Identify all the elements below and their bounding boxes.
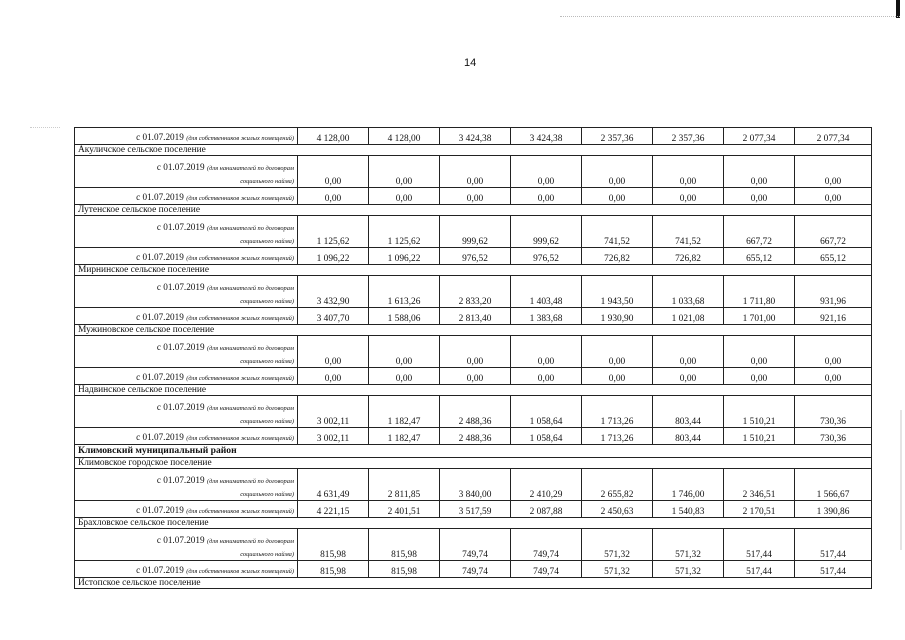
owner-tariff-row	[75, 128, 872, 145]
tariff-value: 1 713,26	[582, 428, 653, 445]
tenant-note-line2: социального найма)	[240, 298, 294, 305]
owner-tariff-row	[75, 368, 872, 385]
page-number: 14	[464, 57, 477, 69]
row-label	[75, 469, 298, 501]
tariff-value: 2 170,51	[724, 501, 795, 518]
tariff-value: 3 424,38	[440, 128, 511, 145]
tariff-value: 1 390,86	[795, 501, 872, 518]
tariff-value: 2 450,63	[582, 501, 653, 518]
owner-tariff-row	[75, 501, 872, 518]
tariff-value: 0,00	[440, 336, 511, 368]
tenant-note-line2: социального найма)	[240, 491, 294, 498]
tariff-value: 730,36	[795, 396, 872, 428]
row-label	[75, 336, 298, 368]
settlement-header-row	[75, 385, 872, 396]
tenant-note-line1: (для нанимателей по договорам	[206, 165, 294, 172]
tariff-value: 0,00	[795, 368, 872, 385]
row-label	[75, 216, 298, 248]
settlement-name: Акуличское сельское поселение	[75, 145, 872, 156]
effective-date: с 01.07.2019	[136, 132, 184, 142]
tariff-value: 0,00	[298, 336, 369, 368]
tariff-value: 0,00	[582, 188, 653, 205]
tariff-value: 1 540,83	[653, 501, 724, 518]
tariff-value: 815,98	[369, 529, 440, 561]
settlement-name: Брахловское сельское поселение	[75, 518, 872, 529]
tariff-value: 1 033,68	[653, 276, 724, 308]
tariff-value: 815,98	[298, 561, 369, 578]
tariff-value: 726,82	[653, 248, 724, 265]
tariff-value: 3 517,59	[440, 501, 511, 518]
tariff-value: 976,52	[440, 248, 511, 265]
scan-edge-shadow	[900, 410, 902, 550]
tariff-value: 571,32	[582, 561, 653, 578]
tariff-value: 1 125,62	[369, 216, 440, 248]
tariff-value: 0,00	[511, 336, 582, 368]
tariff-value: 803,44	[653, 428, 724, 445]
row-label	[75, 501, 298, 518]
tariff-value: 571,32	[582, 529, 653, 561]
settlement-header-row	[75, 458, 872, 469]
owner-note: (для собственников жилых помещений)	[186, 508, 294, 515]
tariff-value: 3 002,11	[298, 396, 369, 428]
tariff-value: 1 588,06	[369, 308, 440, 325]
tenant-note-line2: социального найма)	[240, 238, 294, 245]
district-name: Климовский муниципальный район	[75, 445, 872, 458]
tariff-value: 803,44	[653, 396, 724, 428]
tariff-value: 749,74	[511, 561, 582, 578]
tariff-value: 0,00	[298, 156, 369, 188]
effective-date: с 01.07.2019	[136, 372, 184, 382]
tariff-value: 517,44	[724, 529, 795, 561]
tariff-value: 0,00	[795, 188, 872, 205]
tenant-tariff-row	[75, 276, 872, 308]
tariff-value: 667,72	[724, 216, 795, 248]
tariff-value: 2 488,36	[440, 396, 511, 428]
tariff-value: 0,00	[369, 336, 440, 368]
tariff-value: 571,32	[653, 561, 724, 578]
tariff-value: 1 566,67	[795, 469, 872, 501]
tenant-note-line1: (для нанимателей по договорам	[206, 538, 294, 545]
tariff-value: 1 182,47	[369, 396, 440, 428]
tenant-note-line2: социального найма)	[240, 178, 294, 185]
effective-date: с 01.07.2019	[136, 432, 184, 442]
tariff-value: 3 432,90	[298, 276, 369, 308]
row-label	[75, 368, 298, 385]
settlement-name: Мужиновское сельское поселение	[75, 325, 872, 336]
tariff-value: 0,00	[511, 368, 582, 385]
effective-date: с 01.07.2019	[156, 475, 205, 485]
tariff-value: 1 403,48	[511, 276, 582, 308]
tariff-value: 1 746,00	[653, 469, 724, 501]
tariff-table	[74, 127, 872, 589]
effective-date: с 01.07.2019	[136, 192, 184, 202]
tariff-value: 2 357,36	[653, 128, 724, 145]
tariff-value: 517,44	[795, 561, 872, 578]
tenant-tariff-row	[75, 336, 872, 368]
effective-date: с 01.07.2019	[156, 342, 205, 352]
tariff-value: 3 424,38	[511, 128, 582, 145]
owner-note: (для собственников жилых помещений)	[186, 435, 294, 442]
tariff-value: 1 930,90	[582, 308, 653, 325]
tariff-value: 2 833,20	[440, 276, 511, 308]
tariff-value: 0,00	[369, 188, 440, 205]
owner-tariff-row	[75, 248, 872, 265]
tenant-tariff-row	[75, 469, 872, 501]
tariff-value: 2 087,88	[511, 501, 582, 518]
tariff-value: 0,00	[795, 156, 872, 188]
scan-noise	[560, 16, 900, 19]
row-label	[75, 188, 298, 205]
tariff-value: 0,00	[724, 188, 795, 205]
row-label	[75, 156, 298, 188]
tenant-tariff-row	[75, 156, 872, 188]
tariff-value: 571,32	[653, 529, 724, 561]
tariff-value: 730,36	[795, 428, 872, 445]
tariff-value: 921,16	[795, 308, 872, 325]
tariff-value: 815,98	[369, 561, 440, 578]
tenant-note-line2: социального найма)	[240, 551, 294, 558]
row-label	[75, 276, 298, 308]
tariff-value: 0,00	[369, 368, 440, 385]
tariff-value: 0,00	[724, 156, 795, 188]
tariff-value: 1 711,80	[724, 276, 795, 308]
tenant-note-line1: (для нанимателей по договорам	[206, 345, 294, 352]
settlement-name: Надвинское сельское поселение	[75, 385, 872, 396]
settlement-header-row	[75, 205, 872, 216]
tariff-value: 0,00	[440, 368, 511, 385]
tariff-value: 749,74	[511, 529, 582, 561]
tariff-value: 0,00	[653, 156, 724, 188]
tenant-tariff-row	[75, 396, 872, 428]
tariff-value: 0,00	[511, 156, 582, 188]
tariff-value: 3 407,70	[298, 308, 369, 325]
tariff-value: 2 488,36	[440, 428, 511, 445]
scan-noise-margin	[30, 127, 60, 129]
tariff-value: 0,00	[724, 368, 795, 385]
settlement-name: Мирнинское сельское поселение	[75, 265, 872, 276]
tariff-value: 0,00	[653, 368, 724, 385]
owner-note: (для собственников жилых помещений)	[186, 315, 294, 322]
row-label	[75, 529, 298, 561]
tariff-value: 0,00	[298, 188, 369, 205]
effective-date: с 01.07.2019	[156, 282, 205, 292]
tariff-value: 0,00	[795, 336, 872, 368]
tariff-value: 0,00	[582, 336, 653, 368]
owner-tariff-row	[75, 188, 872, 205]
tariff-value: 655,12	[724, 248, 795, 265]
tariff-value: 1 510,21	[724, 428, 795, 445]
owner-note: (для собственников жилых помещений)	[186, 195, 294, 202]
effective-date: с 01.07.2019	[136, 312, 184, 322]
tariff-value: 726,82	[582, 248, 653, 265]
tariff-value: 0,00	[582, 368, 653, 385]
tariff-value: 749,74	[440, 561, 511, 578]
tenant-tariff-row	[75, 529, 872, 561]
tariff-value: 3 002,11	[298, 428, 369, 445]
effective-date: с 01.07.2019	[136, 252, 184, 262]
settlement-header-row	[75, 265, 872, 276]
tariff-value: 0,00	[511, 188, 582, 205]
tariff-value: 931,96	[795, 276, 872, 308]
tariff-value: 2 346,51	[724, 469, 795, 501]
owner-note: (для собственников жилых помещений)	[186, 375, 294, 382]
tariff-value: 0,00	[440, 156, 511, 188]
tenant-note-line1: (для нанимателей по договорам	[206, 478, 294, 485]
tariff-value: 2 811,85	[369, 469, 440, 501]
owner-tariff-row	[75, 561, 872, 578]
tariff-value: 0,00	[582, 156, 653, 188]
settlement-header-row	[75, 518, 872, 529]
district-header-row	[75, 445, 872, 458]
tariff-value: 1 510,21	[724, 396, 795, 428]
tariff-value: 4 631,49	[298, 469, 369, 501]
tariff-value: 2 813,40	[440, 308, 511, 325]
tenant-note-line2: социального найма)	[240, 358, 294, 365]
tenant-note-line2: социального найма)	[240, 418, 294, 425]
effective-date: с 01.07.2019	[156, 222, 205, 232]
tariff-value: 1 701,00	[724, 308, 795, 325]
tariff-value: 667,72	[795, 216, 872, 248]
settlement-header-row	[75, 578, 872, 589]
tariff-value: 1 058,64	[511, 396, 582, 428]
tariff-value: 1 713,26	[582, 396, 653, 428]
tariff-value: 2 410,29	[511, 469, 582, 501]
tariff-value: 741,52	[582, 216, 653, 248]
tariff-value: 1 383,68	[511, 308, 582, 325]
owner-note: (для собственников жилых помещений)	[186, 568, 294, 575]
owner-tariff-row	[75, 308, 872, 325]
effective-date: с 01.07.2019	[156, 535, 205, 545]
tariff-value: 1 182,47	[369, 428, 440, 445]
tenant-note-line1: (для нанимателей по договорам	[206, 285, 294, 292]
tariff-value: 815,98	[298, 529, 369, 561]
tariff-value: 3 840,00	[440, 469, 511, 501]
tariff-value: 741,52	[653, 216, 724, 248]
settlement-name: Климовское городское поселение	[75, 458, 872, 469]
effective-date: с 01.07.2019	[136, 565, 184, 575]
tariff-value: 4 128,00	[298, 128, 369, 145]
tariff-value: 0,00	[298, 368, 369, 385]
row-label	[75, 396, 298, 428]
tariff-value: 0,00	[724, 336, 795, 368]
tariff-value: 0,00	[440, 188, 511, 205]
row-label	[75, 308, 298, 325]
tariff-value: 749,74	[440, 529, 511, 561]
row-label	[75, 561, 298, 578]
tenant-tariff-row	[75, 216, 872, 248]
tariff-value: 0,00	[369, 156, 440, 188]
tariff-value: 4 221,15	[298, 501, 369, 518]
tariff-value: 2 655,82	[582, 469, 653, 501]
owner-note: (для собственников жилых помещений)	[186, 255, 294, 262]
tariff-value: 0,00	[653, 188, 724, 205]
owner-note: (для собственников жилых помещений)	[186, 135, 294, 142]
settlement-header-row	[75, 325, 872, 336]
tariff-value: 976,52	[511, 248, 582, 265]
tariff-value: 517,44	[795, 529, 872, 561]
tenant-note-line1: (для нанимателей по договорам	[206, 405, 294, 412]
tariff-value: 1 613,26	[369, 276, 440, 308]
row-label	[75, 428, 298, 445]
effective-date: с 01.07.2019	[156, 402, 205, 412]
tariff-value: 999,62	[511, 216, 582, 248]
tariff-value: 517,44	[724, 561, 795, 578]
tariff-value: 1 125,62	[298, 216, 369, 248]
effective-date: с 01.07.2019	[136, 505, 184, 515]
settlement-name: Лутенское сельское поселение	[75, 205, 872, 216]
tariff-value: 1 096,22	[298, 248, 369, 265]
tariff-value: 1 058,64	[511, 428, 582, 445]
tariff-value: 1 096,22	[369, 248, 440, 265]
tariff-value: 2 077,34	[724, 128, 795, 145]
tariff-value: 1 021,08	[653, 308, 724, 325]
tenant-note-line1: (для нанимателей по договорам	[206, 225, 294, 232]
tariff-value: 4 128,00	[369, 128, 440, 145]
row-label	[75, 128, 298, 145]
tariff-value: 655,12	[795, 248, 872, 265]
settlement-header-row	[75, 145, 872, 156]
tariff-value: 1 943,50	[582, 276, 653, 308]
row-label	[75, 248, 298, 265]
tariff-value: 0,00	[653, 336, 724, 368]
tariff-value: 2 401,51	[369, 501, 440, 518]
tariff-value: 999,62	[440, 216, 511, 248]
tariff-value: 2 357,36	[582, 128, 653, 145]
tariff-value: 2 077,34	[795, 128, 872, 145]
effective-date: с 01.07.2019	[156, 162, 205, 172]
owner-tariff-row	[75, 428, 872, 445]
settlement-name: Истопское сельское поселение	[75, 578, 872, 589]
